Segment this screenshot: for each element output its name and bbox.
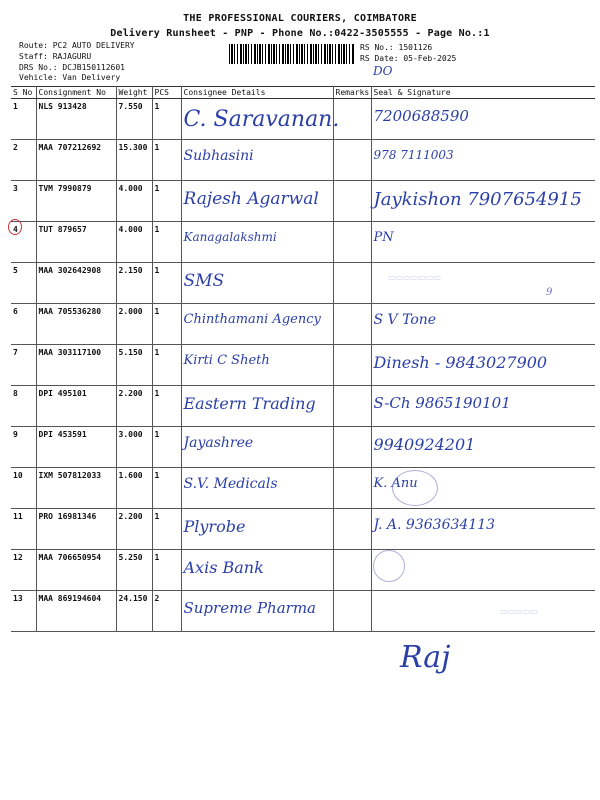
route-label: Route: PC2 AUTO DELIVERY — [19, 41, 135, 50]
row-remarks — [333, 468, 371, 509]
row-sno: 6 — [11, 304, 36, 345]
table-row — [11, 99, 595, 140]
row-signature-text: 7200688590 — [373, 107, 469, 125]
row-consignee-text: Kirti C Sheth — [183, 353, 270, 368]
row-signature-text: S-Ch 9865190101 — [373, 394, 511, 412]
row-sno: 2 — [11, 140, 36, 181]
row-consignee — [181, 181, 333, 222]
company-title: THE PROFESSIONAL COURIERS, COIMBATORE — [183, 13, 417, 24]
table-row — [11, 468, 595, 509]
row-signature-text: J. A. 9363634113 — [373, 517, 496, 533]
handwritten-top-note: DO — [373, 64, 393, 78]
row-sno: 10 — [11, 468, 36, 509]
seal-stamp — [373, 550, 405, 582]
row-consignee — [181, 345, 333, 386]
row-remarks — [333, 386, 371, 427]
row-signature — [371, 181, 595, 222]
table-row — [11, 550, 595, 591]
row-weight: 2.000 — [116, 304, 152, 345]
row-weight: 7.550 — [116, 99, 152, 140]
row-pcs: 1 — [152, 140, 181, 181]
row-sno: 3 — [11, 181, 36, 222]
row-consignee-text: S.V. Medicals — [183, 476, 278, 492]
row-consignee — [181, 468, 333, 509]
row-pcs: 1 — [152, 345, 181, 386]
row-remarks — [333, 345, 371, 386]
table-row — [11, 509, 595, 550]
col-header-signature: Seal & Signature — [371, 87, 595, 99]
table-row — [11, 345, 595, 386]
row-signature — [371, 345, 595, 386]
table-row — [11, 304, 595, 345]
row-sno: 8 — [11, 386, 36, 427]
row-pcs: 2 — [152, 591, 181, 632]
row-consignee — [181, 427, 333, 468]
row-consignee-text: SMS — [183, 271, 225, 291]
row-sno: 7 — [11, 345, 36, 386]
staff-label: Staff: RAJAGURU — [19, 52, 92, 61]
table-header-row — [11, 87, 595, 99]
row-consignment-no: MAA 707212692 — [36, 140, 116, 181]
rs-date: RS Date: 05-Feb-2025 — [360, 54, 457, 63]
row-weight: 15.300 — [116, 140, 152, 181]
row-weight: 2.200 — [116, 509, 152, 550]
row-consignment-no: MAA 706650954 — [36, 550, 116, 591]
row-signature — [371, 427, 595, 468]
row-weight: 1.600 — [116, 468, 152, 509]
faded-stamp-text: ▭▭▭▭▭ — [500, 607, 538, 616]
row-sno: 12 — [11, 550, 36, 591]
row-consignee-text: Supreme Pharma — [183, 599, 316, 617]
side-marker-9: 9 — [546, 287, 553, 298]
row-remarks — [333, 140, 371, 181]
row-consignee — [181, 222, 333, 263]
row-consignee-text: Jayashree — [183, 435, 254, 451]
table-row — [11, 222, 595, 263]
row-weight: 24.150 — [116, 591, 152, 632]
row-weight: 4.000 — [116, 222, 152, 263]
row-pcs: 1 — [152, 304, 181, 345]
row-pcs: 1 — [152, 468, 181, 509]
row-consignee — [181, 550, 333, 591]
runsheet-title: Delivery Runsheet - PNP - Phone No.:0422-3505555 - Page No.:1 — [110, 28, 490, 39]
row-remarks — [333, 181, 371, 222]
row-sno: 11 — [11, 509, 36, 550]
row-remarks — [333, 222, 371, 263]
row-remarks — [333, 263, 371, 304]
row-consignment-no: TVM 7990879 — [36, 181, 116, 222]
table-row — [11, 386, 595, 427]
row-weight: 2.150 — [116, 263, 152, 304]
row-sno: 5 — [11, 263, 36, 304]
row-pcs: 1 — [152, 181, 181, 222]
row-signature — [371, 550, 595, 591]
row-signature-text: K. Anu — [373, 476, 418, 491]
row-weight: 3.000 — [116, 427, 152, 468]
col-header-weight: Weight — [116, 87, 152, 99]
row-consignment-no: DPI 453591 — [36, 427, 116, 468]
rs-number: RS No.: 1501126 — [360, 43, 433, 52]
vehicle-label: Vehicle: Van Delivery — [19, 73, 121, 82]
row-signature — [371, 386, 595, 427]
row-consignment-no: TUT 879657 — [36, 222, 116, 263]
table-row — [11, 263, 595, 304]
table-row — [11, 181, 595, 222]
faded-stamp-text: ▭▭▭▭▭▭▭ — [388, 273, 441, 282]
row-consignee — [181, 386, 333, 427]
col-header-sno: S No — [11, 87, 36, 99]
col-header-pcs: PCS — [152, 87, 181, 99]
row-signature-text: Dinesh - 9843027900 — [373, 353, 548, 372]
row-signature-text: PN — [373, 230, 394, 245]
row-consignee-text: Plyrobe — [183, 517, 246, 536]
table-row — [11, 427, 595, 468]
row-remarks — [333, 591, 371, 632]
row-weight: 5.150 — [116, 345, 152, 386]
row-signature — [371, 222, 595, 263]
row-consignee — [181, 99, 340, 140]
row4-circle-mark — [8, 219, 22, 235]
drs-label: DRS No.: DCJB150112601 — [19, 63, 125, 72]
row-consignment-no: MAA 302642908 — [36, 263, 116, 304]
row-remarks — [333, 509, 371, 550]
row-signature-text: 978 7111003 — [373, 148, 454, 162]
row-remarks — [333, 550, 371, 591]
row-pcs: 1 — [152, 386, 181, 427]
row-sno: 13 — [11, 591, 36, 632]
row-pcs: 1 — [152, 550, 181, 591]
row-consignee — [181, 263, 333, 304]
row-consignee-text: Axis Bank — [183, 558, 264, 577]
row-consignee — [181, 591, 333, 632]
row-consignment-no: PRO 16981346 — [36, 509, 116, 550]
bottom-signature: Raj — [400, 640, 451, 675]
row-consignment-no: MAA 869194604 — [36, 591, 116, 632]
row-consignee-text: Rajesh Agarwal — [183, 189, 319, 209]
row-consignee — [181, 140, 333, 181]
row-remarks — [333, 427, 371, 468]
row-consignment-no: DPI 495101 — [36, 386, 116, 427]
row-signature — [371, 263, 595, 304]
col-header-remarks: Remarks — [333, 87, 371, 99]
row-pcs: 1 — [152, 427, 181, 468]
row-signature — [371, 140, 595, 181]
row-consignee — [181, 509, 333, 550]
row-weight: 2.200 — [116, 386, 152, 427]
row-consignee-text: Chinthamani Agency — [183, 312, 321, 327]
row-weight: 4.000 — [116, 181, 152, 222]
row-consignee-text: Eastern Trading — [183, 394, 316, 413]
row-pcs: 1 — [152, 263, 181, 304]
row-remarks — [333, 304, 371, 345]
row-sno: 4 — [11, 222, 36, 263]
row-consignee-text: C. Saravanan. — [183, 107, 340, 132]
row-signature — [371, 591, 595, 632]
row-consignee-text: Subhasini — [183, 148, 254, 164]
row-consignment-no: MAA 705536280 — [36, 304, 116, 345]
runsheet-table — [11, 86, 595, 632]
barcode — [229, 44, 354, 64]
row-signature — [371, 304, 595, 345]
row-pcs: 1 — [152, 99, 181, 140]
seal-stamp — [392, 470, 438, 506]
row-signature-text: 9940924201 — [373, 435, 476, 454]
row-consignee — [181, 304, 333, 345]
row-sno: 9 — [11, 427, 36, 468]
row-consignee-text: Kanagalakshmi — [183, 230, 277, 244]
row-weight: 5.250 — [116, 550, 152, 591]
row-pcs: 1 — [152, 509, 181, 550]
row-consignment-no: IXM 507812033 — [36, 468, 116, 509]
row-consignment-no: MAA 303117100 — [36, 345, 116, 386]
col-header-consignment: Consignment No — [36, 87, 116, 99]
row-consignment-no: NLS 913428 — [36, 99, 116, 140]
row-sno: 1 — [11, 99, 36, 140]
row-pcs: 1 — [152, 222, 181, 263]
col-header-consignee: Consignee Details — [181, 87, 333, 99]
row-signature-text: S V Tone — [373, 312, 437, 328]
row-signature — [371, 509, 595, 550]
table-row — [11, 140, 595, 181]
row-signature-text: Jaykishon 7907654915 — [373, 189, 582, 210]
row-signature — [371, 99, 595, 140]
